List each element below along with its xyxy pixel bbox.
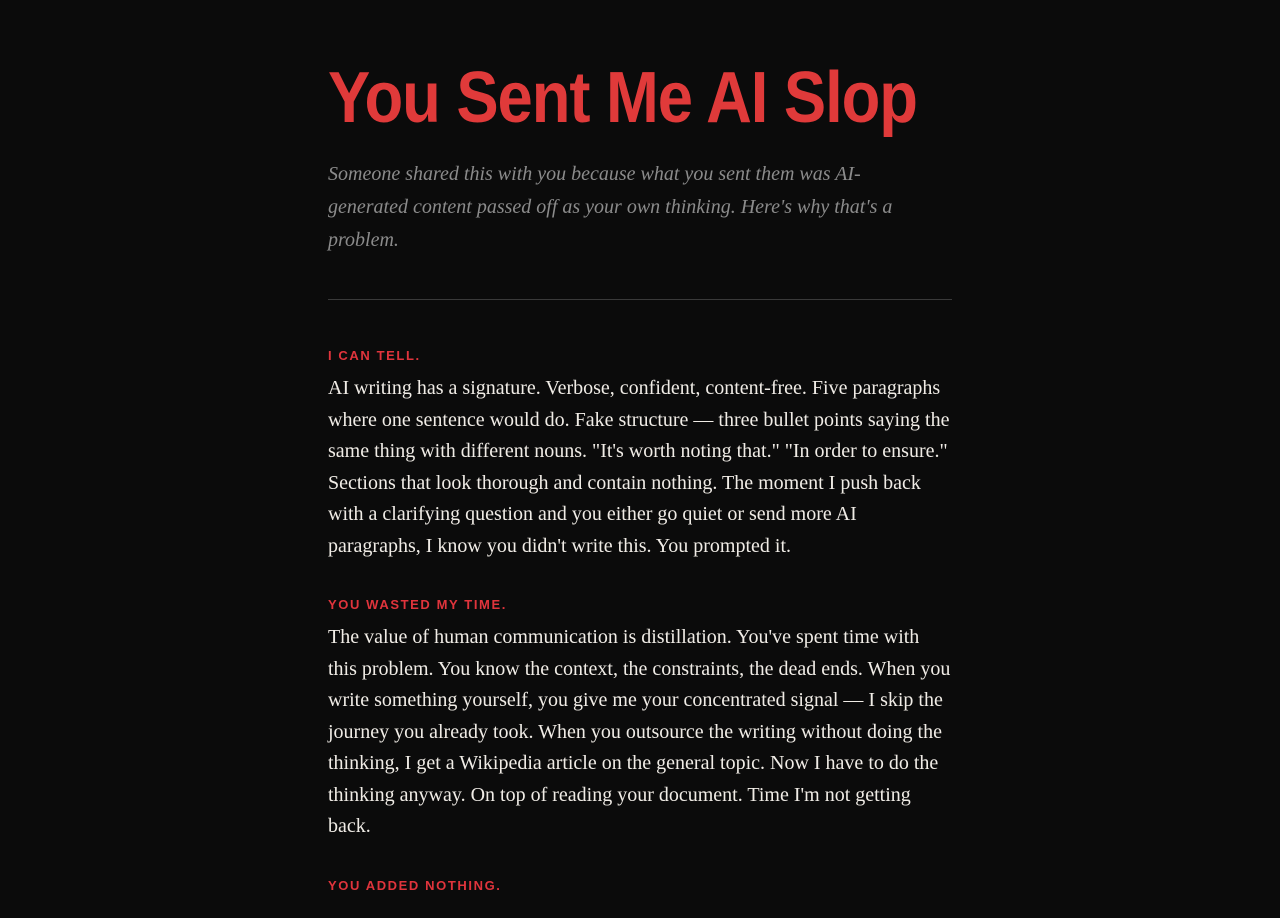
section-body: The value of human communication is distillation. You've spent time with this problem. You know the context, the constraints, the dead ends. When you write something yourself, you give me your concentrated signal — I skip the journey you already took. When you outsource the writing without doing the thinking, I get a Wikipedia article on the general topic. Now I have to do the thinking anyway. On top of reading your document. Time I'm not getting back. (328, 626, 951, 837)
article-sections (328, 348, 952, 894)
section-heading: YOU WASTED MY TIME. (328, 597, 507, 612)
section-you-wasted-my-time (328, 597, 952, 843)
section-i-can-tell (328, 348, 952, 562)
section-body: AI writing has a signature. Verbose, confident, content-free. Five paragraphs where one sentence would do. Fake structure — three bullet points saying the same thing with different nouns. "It's worth noting that." "In order to ensure." Sections that look thorough and contain nothing. The moment I push back with a clarifying question and you either go quiet or send more AI paragraphs, I know you didn't write this. You prompted it. (328, 377, 950, 557)
article-subtitle: Someone shared this with you because what you sent them was AI-generated content passed off as your own thinking. Here's why that's a problem. (328, 163, 893, 251)
section-you-added-nothing (328, 878, 952, 894)
section-heading: YOU ADDED NOTHING. (328, 877, 502, 893)
content-column (328, 0, 952, 918)
article-masthead (328, 0, 952, 300)
section-heading: I CAN TELL. (328, 348, 421, 363)
page-title: You Sent Me AI Slop (328, 58, 917, 138)
header-divider (328, 299, 952, 300)
